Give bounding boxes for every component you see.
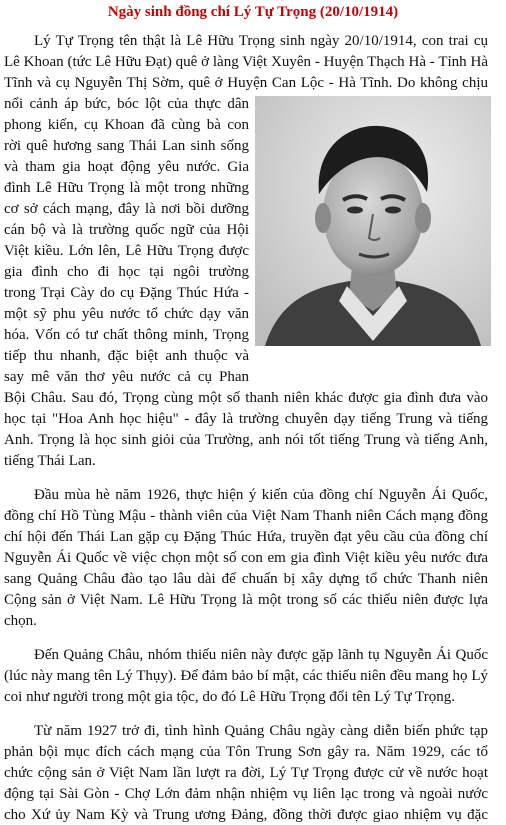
article-title: Ngày sinh đồng chí Lý Tự Trọng (20/10/1914) [107,4,399,20]
paragraph-2-line: Cộng sản ở Việt Nam. Lê Hữu Trọng là một trong số các thiếu niên được lựa [4,592,488,608]
paragraph-1-line: rời quê hương sang Thái Lan sinh sống [4,138,249,154]
paragraph-1-line: Việt kiều. Lớn lên, Lê Hữu Trọng được [4,243,249,259]
portrait-photo [255,96,491,346]
paragraph-4-line: Từ năm 1927 trở đi, tình hình Quảng Châu ngày càng diễn biến phức tạp [34,723,488,739]
paragraph-1-line: học tại "Hoa Anh học hiệu" - đây là trường chuyên dạy tiếng Trung và tiếng [4,411,488,427]
paragraph-2-line: sang Quảng Châu đào tạo lâu dài để chuẩn bị xây dựng tổ chức Thanh niên [4,571,488,587]
paragraph-3-line: Đến Quảng Châu, nhóm thiếu niên này được gặp lãnh tụ Nguyễn Ái Quốc [34,647,488,663]
paragraph-2-line: Đầu mùa hè năm 1926, thực hiện ý kiến của đồng chí Nguyễn Ái Quốc, [34,487,488,503]
paragraph-2-line: đồng chí Hồ Tùng Mậu - thành viên của Việt Nam Thanh niên Cách mạng đồng [4,508,488,524]
paragraph-4-line: động tại Sài Gòn - Chợ Lớn đảm nhận nhiệm vụ liên lạc trong và ngoài nước [4,786,488,802]
paragraph-1-line: hóa. Vốn có tư chất thông minh, Trọng [4,327,249,343]
paragraph-2-line: chọn. [4,613,37,629]
paragraph-4-line: phản bội mục đích cách mạng của Tôn Trung Sơn gây ra. Năm 1929, các tổ [4,744,488,760]
paragraph-1-line: tiếng Thái Lan. [4,453,96,469]
paragraph-1-line: và tham gia hoạt động yêu nước. Gia [4,159,249,175]
paragraph-1-line: gia đình cho đi học tại ngôi trường [4,264,249,280]
paragraph-1-line: cán bộ và là trường quốc ngữ của Hội [4,222,249,238]
paragraph-1-line: Lê Khoan (tức Lê Hữu Đạt) quê ở làng Việt Xuyên - Huyện Thạch Hà - Tỉnh Hà [4,54,488,70]
paragraph-1-line: nổi cảnh áp bức, bóc lột của thực dân [4,96,249,112]
paragraph-1-line: Anh. Trọng là học sinh giỏi của Trường, anh nói tốt tiếng Trung và tiếng Anh, [4,432,488,448]
paragraph-4-line: chức cộng sản ở Việt Nam lần lượt ra đời, Lý Tự Trọng được cử về nước hoạt [4,765,488,781]
paragraph-1-line: Tĩnh và cụ Nguyễn Thị Sờm, quê ở Huyện Can Lộc - Hà Tĩnh. Do không chịu [4,75,488,91]
paragraph-1-line: Bội Châu. Sau đó, Trọng cùng một số thanh niên khác được gia đình đưa vào [4,390,488,406]
paragraph-1-line: Lý Tự Trọng tên thật là Lê Hữu Trọng sinh ngày 20/10/1914, con trai cụ [34,33,488,49]
paragraph-1-line: phong kiến, cụ Khoan đã cùng bà con [4,117,249,133]
paragraph-1-line: đình Lê Hữu Trọng là một trong những [4,180,249,196]
paragraph-1-line: một sỹ phu yêu nước tổ chức dạy văn [4,306,249,322]
paragraph-3-line: coi như người trong một gia tộc, do đó Lê Hữu Trọng đổi tên Lý Tự Trọng. [4,689,456,705]
paragraph-1-line: cơ sở cách mạng, đây là nơi bồi dưỡng [4,201,249,217]
paragraph-4-line: cho Xứ ủy Nam Kỳ và Trung ương Đảng, đồng thời được giao nhiệm vụ đặc [4,807,488,823]
paragraph-1-line: say mê văn thơ yêu nước cả cụ Phan [4,369,249,385]
paragraph-1-line: trong Trại Cày do cụ Đặng Thúc Hứa - [4,285,249,301]
paragraph-2-line: chí hội đến Thái Lan gặp cụ Đặng Thúc Hứa, truyền đạt yêu cầu của đồng chí [4,529,488,545]
paragraph-1-line: tiếp thu nhanh, đặc biệt anh thuộc và [4,348,249,364]
paragraph-3-line: (lúc này mang tên Lý Thụy). Để đảm bảo bí mật, các thiếu niên đều mang họ Lý [4,668,488,684]
paragraph-2-line: Nguyễn Ái Quốc về việc chọn một số con em gia đình Việt kiều yêu nước đưa [4,550,488,566]
